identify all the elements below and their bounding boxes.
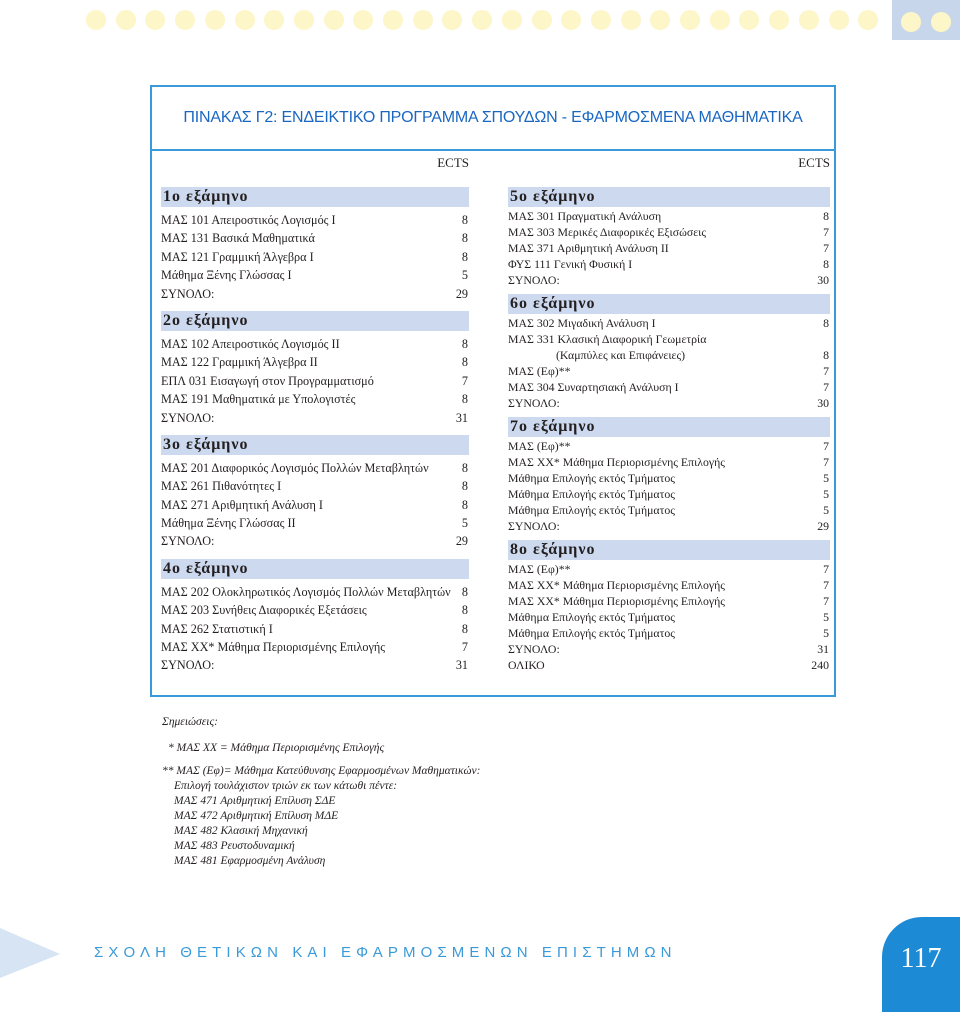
decorative-dots — [86, 10, 886, 36]
course-name: (Καμπύλες και Επιφάνειες) — [556, 348, 686, 362]
course-row — [161, 353, 469, 371]
right-semesters — [508, 187, 830, 673]
note-option: ΜΑΣ 481 Εφαρμοσμένη Ανάλυση — [174, 855, 326, 867]
course-row — [161, 372, 469, 390]
semester-block — [161, 435, 469, 551]
course-name: ΜΑΣ 304 Συναρτησιακή Ανάλυση Ι — [508, 380, 679, 394]
course-name: Μάθημα Επιλογής εκτός Τμήματος — [508, 471, 675, 485]
decorative-dot — [799, 10, 819, 30]
course-name: ΜΑΣ 191 Μαθηματικά με Υπολογιστές — [161, 392, 356, 407]
course-name: ΜΑΣ 203 Συνήθεις Διαφορικές Εξετάσεις — [161, 603, 367, 618]
course-name: ΜΑΣ 121 Γραμμική Άλγεβρα Ι — [161, 249, 314, 264]
course-ects: 29 — [455, 286, 468, 301]
course-ects: 8 — [461, 355, 468, 370]
course-ects — [829, 331, 830, 347]
course-ects: 8 — [461, 497, 468, 512]
decorative-dot — [324, 10, 344, 30]
decorative-dot — [145, 10, 165, 30]
course-row — [161, 601, 469, 619]
notes-title: Σημειώσεις: — [162, 716, 218, 728]
course-name: ΜΑΣ (Εφ)** — [508, 364, 571, 378]
course-name: ΜΑΣ 102 Απειροστικός Λογισμός ΙΙ — [161, 336, 340, 351]
semester-heading: 7ο εξάμηνο — [508, 417, 830, 437]
course-row — [508, 331, 830, 347]
course-ects: 7 — [823, 578, 829, 592]
course-ects: 7 — [823, 594, 829, 608]
course-row — [508, 502, 830, 518]
decorative-dot — [591, 10, 611, 30]
semester-block — [161, 559, 469, 675]
course-name: ΜΑΣ 131 Βασικά Μαθηματικά — [161, 231, 315, 246]
course-ects: 5 — [823, 487, 829, 501]
course-row — [161, 477, 469, 495]
course-name: ΜΑΣ 303 Μερικές Διαφορικές Εξισώσεις — [508, 225, 706, 239]
note-applied-track: ** ΜΑΣ (Εφ)= Μάθημα Κατεύθυνσης Εφαρμοσμένων Μαθηματικών: — [162, 765, 481, 777]
course-row — [161, 514, 469, 532]
note-option: ΜΑΣ 482 Κλασική Μηχανική — [174, 825, 308, 837]
course-ects: 5 — [823, 471, 829, 485]
decorative-dot — [650, 10, 670, 30]
course-name: ΜΑΣ ΧΧ* Μάθημα Περιορισμένης Επιλογής — [161, 640, 386, 655]
course-ects: 7 — [823, 380, 829, 394]
decorative-dot — [858, 10, 878, 30]
course-row — [161, 656, 469, 674]
course-row — [508, 486, 830, 502]
course-name: Μάθημα Ξένης Γλώσσας ΙΙ — [161, 516, 296, 531]
course-row — [508, 609, 830, 625]
school-name: ΣΧΟΛΗ ΘΕΤΙΚΩΝ ΚΑΙ ΕΦΑΡΜΟΣΜΕΝΩΝ ΕΠΙΣΤΗΜΩΝ — [94, 944, 677, 961]
course-ects: 7 — [461, 640, 468, 655]
course-name: ΣΥΝΟΛΟ: — [508, 642, 560, 656]
course-ects: 29 — [817, 519, 829, 533]
semester-heading: 4ο εξάμηνο — [161, 559, 469, 579]
course-row — [508, 363, 830, 379]
course-name: ΜΑΣ 302 Μιγαδική Ανάλυση Ι — [508, 316, 656, 330]
course-name: ΣΥΝΟΛΟ: — [161, 534, 215, 549]
decorative-dot — [739, 10, 759, 30]
decorative-dot — [472, 10, 492, 30]
course-row — [161, 229, 469, 247]
course-name: ΜΑΣ 262 Στατιστική Ι — [161, 621, 273, 636]
course-ects: 30 — [817, 273, 829, 287]
course-row — [508, 593, 830, 609]
right-column — [508, 153, 830, 679]
ects-header: ECTS — [798, 155, 830, 170]
decorative-dot — [710, 10, 730, 30]
course-name: ΜΑΣ ΧΧ* Μάθημα Περιορισμένης Επιλογής — [508, 594, 725, 608]
course-ects: 8 — [461, 479, 468, 494]
course-ects: 8 — [461, 336, 468, 351]
course-row — [508, 395, 830, 411]
note-option: ΜΑΣ 483 Ρευστοδυναμική — [174, 840, 295, 852]
course-name: Μάθημα Επιλογής εκτός Τμήματος — [508, 487, 675, 501]
course-ects: 7 — [823, 439, 829, 453]
left-semesters — [161, 187, 469, 675]
decorative-dot — [442, 10, 462, 30]
course-name: ΦΥΣ 111 Γενική Φυσική Ι — [508, 257, 633, 271]
course-row — [508, 438, 830, 454]
decorative-dot — [413, 10, 433, 30]
course-row — [508, 256, 830, 272]
course-name: ΜΑΣ 261 Πιθανότητες Ι — [161, 479, 282, 494]
ects-header: ECTS — [437, 155, 469, 170]
course-ects: 7 — [823, 241, 829, 255]
course-ects: 8 — [461, 392, 468, 407]
course-name: ΣΥΝΟΛΟ: — [508, 273, 560, 287]
course-ects: 8 — [461, 621, 468, 636]
course-row — [161, 638, 469, 656]
corner-dot — [901, 12, 921, 32]
course-name: ΜΑΣ 301 Πραγματική Ανάλυση — [508, 209, 662, 223]
course-ects: 31 — [455, 410, 468, 425]
course-ects: 7 — [823, 364, 829, 378]
decorative-dot — [205, 10, 225, 30]
course-ects: 5 — [823, 626, 829, 640]
course-ects: 7 — [461, 373, 468, 388]
course-name: ΜΑΣ 201 Διαφορικός Λογισμός Πολλών Μεταβλητών — [161, 460, 429, 475]
semester-block — [161, 187, 469, 303]
semester-block — [508, 417, 830, 534]
course-name: Μάθημα Επιλογής εκτός Τμήματος — [508, 626, 675, 640]
course-row — [161, 248, 469, 266]
decorative-dot — [294, 10, 314, 30]
course-ects: 5 — [461, 516, 468, 531]
semester-heading: 3ο εξάμηνο — [161, 435, 469, 455]
course-row — [508, 347, 830, 363]
course-name: ΜΑΣ (Εφ)** — [508, 562, 571, 576]
course-ects: 8 — [461, 584, 468, 599]
course-row — [508, 224, 830, 240]
course-row — [508, 625, 830, 641]
semester-block — [508, 294, 830, 411]
note-option: ΜΑΣ 471 Αριθμητική Επίλυση ΣΔΕ — [174, 795, 336, 807]
course-row — [508, 657, 830, 673]
course-name: ΣΥΝΟΛΟ: — [508, 396, 560, 410]
decorative-dot — [116, 10, 136, 30]
course-name: ΣΥΝΟΛΟ: — [161, 410, 215, 425]
decorative-dot — [175, 10, 195, 30]
course-name: ΟΛΙΚΟ — [508, 658, 545, 672]
note-restricted-elective: * ΜΑΣ ΧΧ = Μάθημα Περιορισμένης Επιλογής — [168, 742, 385, 754]
semester-heading: 6ο εξάμηνο — [508, 294, 830, 314]
decorative-dot — [502, 10, 522, 30]
semester-block — [161, 311, 469, 427]
decorative-dot — [532, 10, 552, 30]
course-ects: 8 — [823, 257, 829, 271]
course-row — [508, 641, 830, 657]
course-row — [161, 583, 469, 601]
course-name: ΜΑΣ 122 Γραμμική Άλγεβρα ΙΙ — [161, 355, 318, 370]
course-ects: 8 — [461, 231, 468, 246]
course-name: ΣΥΝΟΛΟ: — [161, 286, 215, 301]
decorative-dot — [680, 10, 700, 30]
course-ects: 240 — [811, 658, 829, 672]
course-ects: 7 — [823, 225, 829, 239]
course-row — [508, 240, 830, 256]
course-row — [508, 272, 830, 288]
semester-block — [508, 187, 830, 288]
course-ects: 31 — [455, 658, 468, 673]
notes-section — [162, 715, 481, 869]
course-row — [161, 409, 469, 427]
semester-heading: 2ο εξάμηνο — [161, 311, 469, 331]
course-ects: 8 — [461, 460, 468, 475]
decorative-dot — [829, 10, 849, 30]
course-row — [508, 577, 830, 593]
decorative-dot — [383, 10, 403, 30]
course-ects: 8 — [823, 209, 829, 223]
decorative-dot — [769, 10, 789, 30]
course-name: ΜΑΣ 371 Αριθμητική Ανάλυση ΙΙ — [508, 241, 669, 255]
course-ects: 31 — [817, 642, 829, 656]
semester-block — [508, 540, 830, 673]
decorative-dot — [264, 10, 284, 30]
course-row — [161, 266, 469, 284]
course-row — [161, 459, 469, 477]
course-row — [508, 454, 830, 470]
course-name: ΕΠΛ 031 Εισαγωγή στον Προγραμματισμό — [161, 373, 374, 388]
course-name: ΜΑΣ 331 Κλασική Διαφορική Γεωμετρία — [508, 332, 707, 346]
course-name: ΣΥΝΟΛΟ: — [161, 658, 215, 673]
course-row — [161, 211, 469, 229]
course-ects: 5 — [823, 503, 829, 517]
course-row — [508, 470, 830, 486]
course-row — [161, 620, 469, 638]
note-option: ΜΑΣ 472 Αριθμητική Επίλυση ΜΔΕ — [174, 810, 339, 822]
course-row — [508, 518, 830, 534]
course-row — [161, 285, 469, 303]
corner-dot — [931, 12, 951, 32]
course-name: ΣΥΝΟΛΟ: — [508, 519, 560, 533]
corner-decoration — [892, 0, 960, 40]
course-ects: 8 — [461, 213, 468, 227]
course-row — [508, 561, 830, 577]
page-number-tab — [882, 917, 960, 1012]
course-name: Μάθημα Επιλογής εκτός Τμήματος — [508, 610, 675, 624]
course-name: ΜΑΣ ΧΧ* Μάθημα Περιορισμένης Επιλογής — [508, 455, 725, 469]
footer-triangle-icon — [0, 922, 60, 982]
left-column — [161, 153, 469, 683]
page-number: 117 — [900, 943, 942, 974]
decorative-dot — [621, 10, 641, 30]
course-row — [161, 496, 469, 514]
course-name: ΜΑΣ 271 Αριθμητική Ανάλυση Ι — [161, 497, 323, 512]
course-ects: 7 — [823, 455, 829, 469]
course-ects: 5 — [461, 268, 468, 283]
semester-heading: 5ο εξάμηνο — [508, 187, 830, 207]
course-row — [161, 335, 469, 353]
course-ects: 29 — [455, 534, 468, 549]
course-ects: 8 — [823, 348, 829, 362]
course-ects: 7 — [823, 562, 829, 576]
course-row — [508, 315, 830, 331]
decorative-dot — [86, 10, 106, 30]
course-ects: 8 — [461, 249, 468, 264]
course-ects: 8 — [461, 603, 468, 618]
decorative-dot — [561, 10, 581, 30]
course-row — [508, 208, 830, 224]
semester-heading: 1ο εξάμηνο — [161, 187, 469, 207]
course-ects: 5 — [823, 610, 829, 624]
course-row — [508, 379, 830, 395]
course-name: ΜΑΣ (Εφ)** — [508, 439, 571, 453]
course-row — [161, 390, 469, 408]
course-name: Μάθημα Επιλογής εκτός Τμήματος — [508, 503, 675, 517]
decorative-dot — [353, 10, 373, 30]
decorative-dot — [235, 10, 255, 30]
course-name: ΜΑΣ 202 Ολοκληρωτικός Λογισμός Πολλών Μεταβλητών — [161, 584, 451, 599]
note-applied-track-sub: Επιλογή τουλάχιστον τριών εκ των κάτωθι πέντε: — [174, 780, 398, 792]
course-name: ΜΑΣ 101 Απειροστικός Λογισμός Ι — [161, 213, 336, 227]
semester-heading: 8ο εξάμηνο — [508, 540, 830, 560]
curriculum-table — [150, 85, 836, 697]
course-ects: 8 — [823, 316, 829, 330]
course-ects: 30 — [817, 396, 829, 410]
course-name: ΜΑΣ ΧΧ* Μάθημα Περιορισμένης Επιλογής — [508, 578, 725, 592]
course-row — [161, 532, 469, 550]
course-name: Μάθημα Ξένης Γλώσσας Ι — [161, 268, 292, 283]
table-title: ΠΙΝΑΚΑΣ Γ2: ΕΝΔΕΙΚΤΙΚΟ ΠΡΟΓΡΑΜΜΑ ΣΠΟΥΔΩΝ - ΕΦΑΡΜΟΣΜΕΝΑ ΜΑΘΗΜΑΤΙΚΑ — [152, 87, 834, 151]
